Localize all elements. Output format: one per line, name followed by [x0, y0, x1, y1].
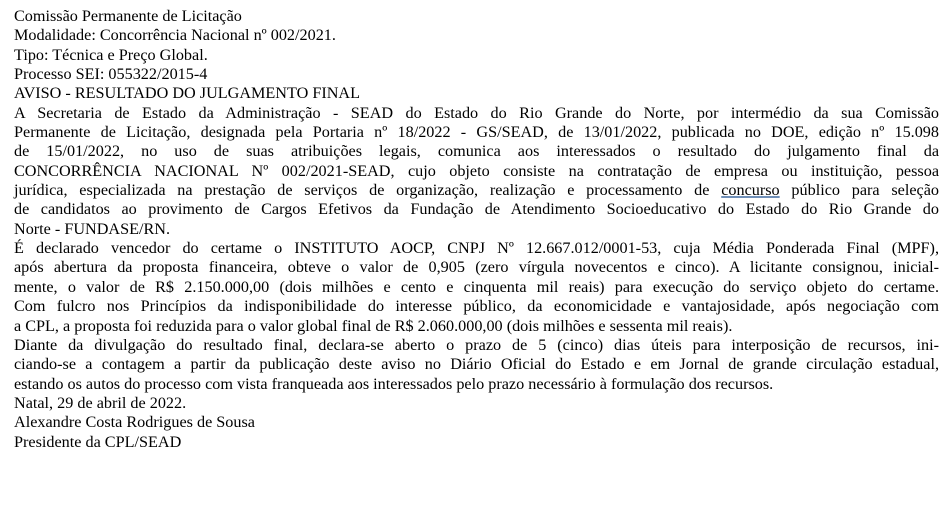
signer-role: Presidente da CPL/SEAD — [14, 432, 182, 451]
appeal-paragraph — [14, 336, 939, 394]
paragraph-line — [14, 181, 939, 200]
winner-paragraph — [14, 239, 939, 336]
paragraph-line: após abertura da proposta financeira, obteve o valor de 0,905 (zero vírgula novecentos e cinco). A licitante consignou, inicial- — [14, 258, 939, 277]
paragraph-line: estando os autos do processo com vista franqueada aos interessados pelo prazo necessário à formulação dos recursos. — [14, 374, 774, 393]
paragraph-line: ciando-se a contagem a partir da publicação deste aviso no Diário Oficial do Estado e em Jornal de grande circulação estadual, — [14, 355, 939, 374]
process-number: Processo SEI: 055322/2015-4 — [14, 65, 208, 84]
paragraph-line: de candidatos ao provimento de Cargos Efetivos da Fundação de Atendimento Socioeducativo do Estado do Rio Grande do — [14, 200, 939, 219]
notice-title: AVISO - RESULTADO DO JULGAMENTO FINAL — [14, 84, 360, 103]
paragraph-line: a CPL, a proposta foi reduzida para o valor global final de R$ 2.060.000,00 (dois milhões e sessenta mil reais). — [14, 316, 733, 335]
line-text: jurídica, especializada na prestação de serviços de organização, realização e processamento de — [14, 181, 722, 200]
paragraph-line: A Secretaria de Estado da Administração - SEAD do Estado do Rio Grande do Norte, por intermédio da sua Comissão — [14, 103, 939, 122]
paragraph-line: Com fulcro nos Princípios da indisponibilidade do interesse público, da economicidade e vantajosidade, após negociação com — [14, 297, 939, 316]
paragraph-line: Norte - FUNDASE/RN. — [14, 219, 171, 238]
signer-name: Alexandre Costa Rodrigues de Sousa — [14, 413, 255, 432]
type-line: Tipo: Técnica e Preço Global. — [14, 45, 208, 64]
highlighted-word: concurso — [721, 181, 780, 200]
paragraph-line: CONCORRÊNCIA NACIONAL Nº 002/2021-SEAD, cujo objeto consiste na contratação de empresa ou instituição, pessoa — [14, 161, 939, 180]
modality-line: Modalidade: Concorrência Nacional nº 002/2021. — [14, 26, 336, 45]
paragraph-line: mente, o valor de R$ 2.150.000,00 (dois milhões e cento e cinquenta mil reais) para execução do serviço objeto do certame. — [14, 277, 939, 296]
paragraph-line: de 15/01/2022, no uso de suas atribuições legais, comunica aos interessados o resultado do julgamento final da — [14, 142, 939, 161]
place-date: Natal, 29 de abril de 2022. — [14, 393, 187, 412]
intro-paragraph — [14, 104, 939, 239]
paragraph-line: Diante da divulgação do resultado final, declara-se aberto o prazo de 5 (cinco) dias úteis para interposição de recursos, ini- — [14, 335, 939, 354]
line-text: público para seleção — [779, 181, 939, 200]
commission-name: Comissão Permanente de Licitação — [14, 7, 242, 25]
paragraph-line: É declarado vencedor do certame o INSTITUTO AOCP, CNPJ Nº 12.667.012/0001-53, cuja Média Ponderada Final (MPF), — [14, 239, 939, 258]
paragraph-line: Permanente de Licitação, designada pela Portaria nº 18/2022 - GS/SEAD, de 13/01/2022, publicada no DOE, edição nº 15.098 — [14, 123, 939, 142]
